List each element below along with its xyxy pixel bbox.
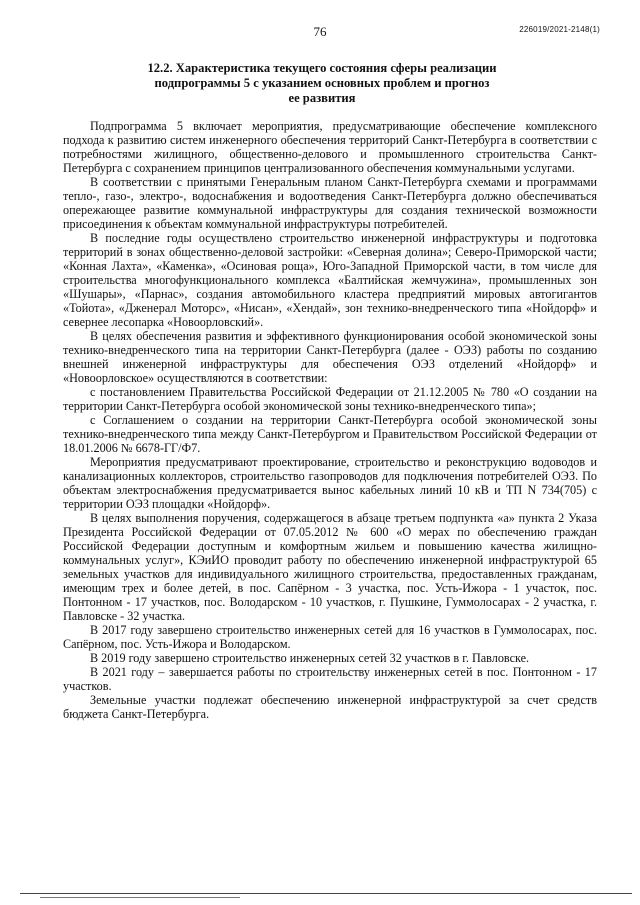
paragraph-2019: В 2019 году завершено строительство инженерных сетей 32 участков в г. Павловске.	[90, 651, 530, 665]
section-title-line-1: 12.2. Характеристика текущего состояния сферы реализации	[147, 61, 497, 75]
section-title-line-3: ее развития	[288, 91, 356, 105]
paragraph-agreement: с Соглашением о создании на территории Санкт-Петербурга особой экономической зоны технико-внедренческого типа между Санкт-Петербургом и Правительством Российской Федерации от 18.01.2006 № 6678-ГГ/Ф7.	[63, 413, 597, 455]
paragraph-resolution-780: с постановлением Правительства Российской Федерации от 21.12.2005 № 780 «О создании на территории Санкт-Петербурга особой экономической зоны технико-внедренческого типа»;	[63, 385, 597, 413]
paragraph-budget: Земельные участки подлежат обеспечению инженерной инфраструктурой за счет средств бюджета Санкт-Петербурга.	[63, 693, 597, 721]
document-id: 226019/2021-2148(1)	[519, 25, 600, 34]
bottom-scan-line	[20, 893, 632, 894]
paragraph-general-plan: В соответствии с принятыми Генеральным планом Санкт-Петербурга схемами и программами тепло-, газо-, электро-, водоснабжения и водоотведения Санкт-Петербурга должно обеспечиваться опережающее развитие коммунальной инфраструктуры для создания технической возможности присоединения к объектам коммунальной инфраструктуры потребителей.	[63, 175, 597, 231]
paragraph-2017: В 2017 году завершено строительство инженерных сетей для 16 участков в Гуммолосарах, пос. Сапёрном, пос. Усть-Ижора и Володарском.	[63, 623, 597, 651]
paragraph-sez: В целях обеспечения развития и эффективного функционирования особой экономической зоны технико-внедренческого типа на территории Санкт-Петербурга (далее - ОЭЗ) работы по созданию внешней инженерной инфраструктуры для обеспечения ОЭЗ отделений «Нойдорф» и «Новоорловское» осуществляются в соответствии:	[63, 329, 597, 385]
section-title	[64, 61, 580, 106]
paragraph-decree-600: В целях выполнения поручения, содержащегося в абзаце третьем подпункта «а» пункта 2 Указа Президента Российской Федерации от 07.05.2012 № 600 «О мерах по обеспечению граждан Российской Федерации доступным и комфортным жильем и повышению качества жилищно-коммунальных услуг», КЭиИО проводит работу по обеспечению инженерной инфраструктурой 65 земельных участков для индивидуального жилищного строительства, предоставленных гражданам, имеющим трех и более детей, в пос. Сапёрном - 3 участка, пос. Усть-Ижора - 1 участок, пос. Понтонном - 17 участков, пос. Володарском - 10 участков, г. Пушкине, Гуммолосарах - 2 участка, г. Павловске - 32 участка.	[63, 511, 597, 623]
document-body	[63, 119, 597, 721]
bottom-scan-line-short	[40, 897, 240, 898]
paragraph-intro: Подпрограмма 5 включает мероприятия, предусматривающие обеспечение комплексного подхода к развитию систем инженерного обеспечения территорий Санкт-Петербурга в соответствии с потребностями жилищного, общественно-делового и промышленного строительства Санкт-Петербурга с сохранением принципов централизованного обеспечения коммунальными услугами.	[63, 119, 597, 175]
section-title-line-2: подпрограммы 5 с указанием основных проблем и прогноз	[154, 76, 490, 90]
paragraph-measures: Мероприятия предусматривают проектирование, строительство и реконструкцию водоводов и канализационных коллекторов, строительство газопроводов для подключения потребителей ОЭЗ. По объектам электроснабжения предусматривается вынос кабельных линий 10 кВ и ТП N 734(705) с территории ОЭЗ площадки «Нойдорф».	[63, 455, 597, 511]
paragraph-2021: В 2021 году – завершается работы по строительству инженерных сетей в пос. Понтонном - 17 участков.	[63, 665, 597, 693]
paragraph-recent-construction: В последние годы осуществлено строительство инженерной инфраструктуры и подготовка территорий в зонах общественно-деловой застройки: «Северная долина»; Северо-Приморской части; «Конная Лахта», «Каменка», «Осиновая роща», Юго-Западной Приморской части, в том числе для строительства многофункционального комплекса «Балтийская жемчужина», промышленных зон «Шушары», «Парнас», создания автомобильного кластера предприятий мировых автогигантов «Тойота», «Дженерал Моторс», «Нисан», «Хендай», зон технико-внедренческого типа «Нойдорф» и севернее лесопарка «Новоорловский».	[63, 231, 597, 329]
page-number: 76	[313, 24, 327, 39]
